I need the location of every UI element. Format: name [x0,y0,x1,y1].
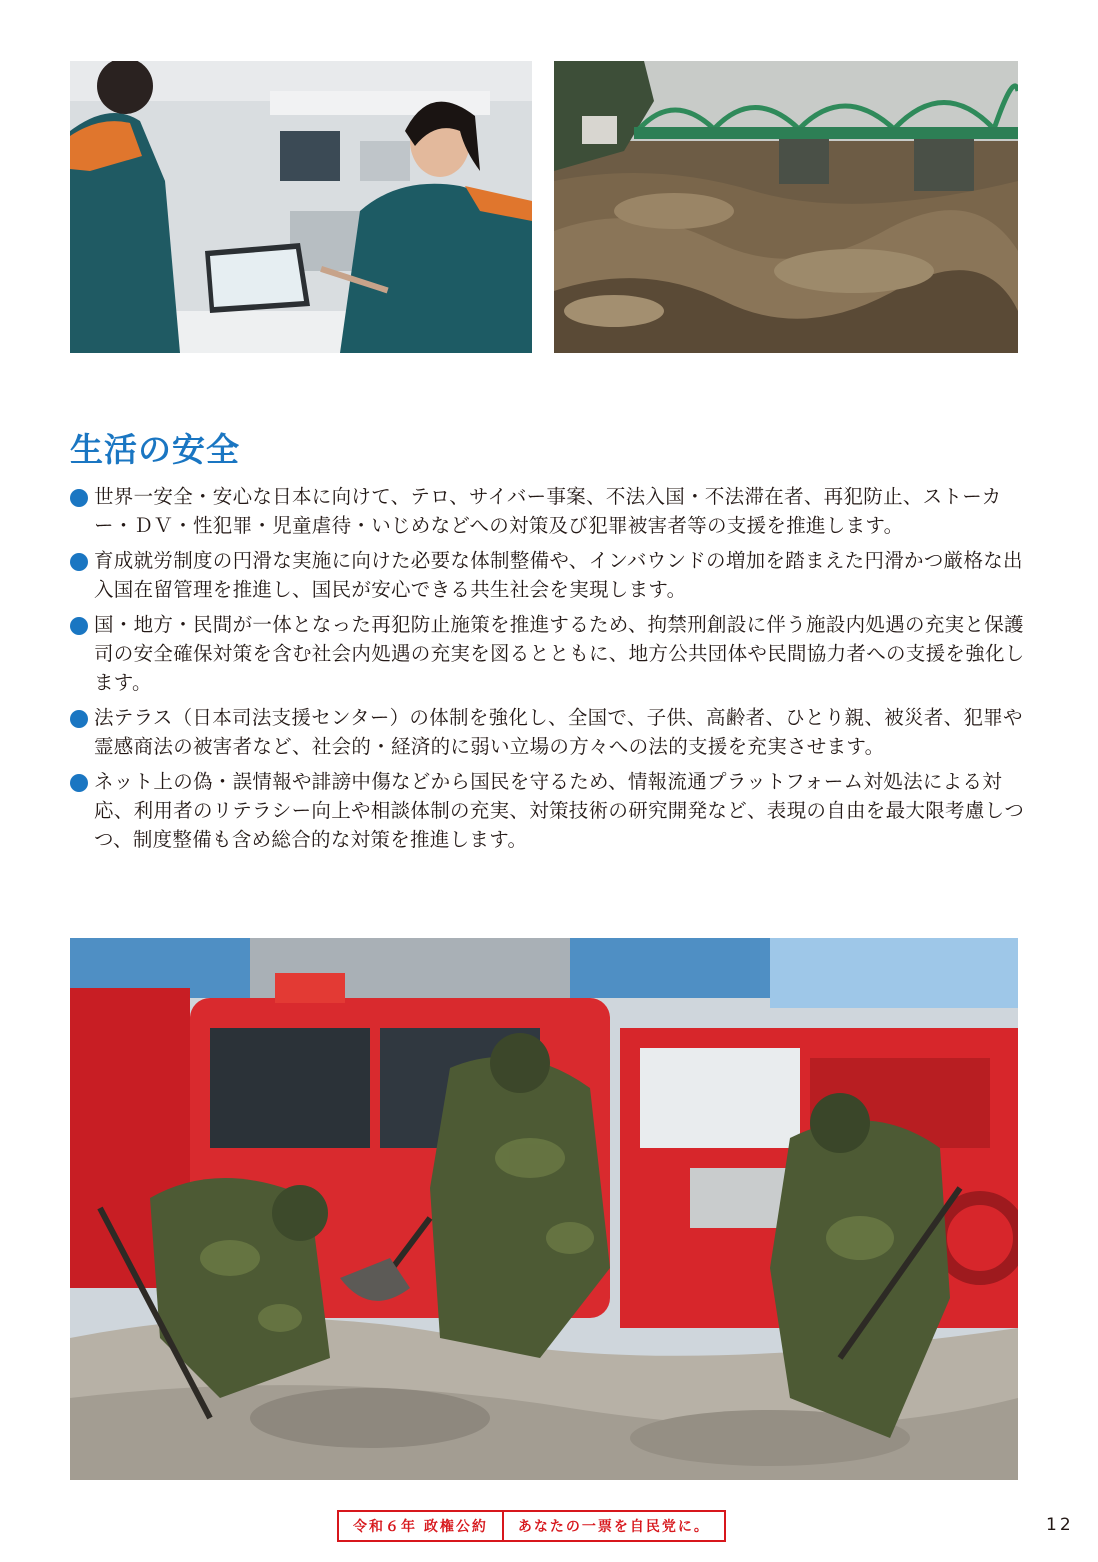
list-item [70,610,1030,697]
bullet-list [70,482,1030,860]
page-number: 12 [1046,1515,1074,1535]
footer-badge [337,1510,726,1542]
bullet-dot-icon [70,553,88,571]
photo-officers-with-tablet [70,61,532,353]
bullet-dot-icon [70,710,88,728]
list-item [70,546,1030,604]
bullet-dot-icon [70,774,88,792]
list-item-text: 国・地方・民間が一体となった再犯防止施策を推進するため、拘禁刑創設に伴う施設内処遇の充実と保護司の安全確保対策を含む社会内処遇の充実を図るとともに、地方公共団体や民間協力者への支援を強化します。 [94,613,1025,694]
list-item-text: 育成就労制度の円滑な実施に向けた必要な体制整備や、インバウンドの増加を踏まえた円滑かつ厳格な出入国在留管理を推進し、国民が安心できる共生社会を実現します。 [94,549,1023,601]
list-item [70,767,1030,854]
list-item [70,703,1030,761]
section-title: 生活の安全 [70,430,240,469]
list-item-text: 世界一安全・安心な日本に向けて、テロ、サイバー事案、不法入国・不法滞在者、再犯防止、ストーカー・ＤＶ・性犯罪・児童虐待・いじめなどへの対策及び犯罪被害者等の支援を推進します。 [94,485,1002,537]
list-item [70,482,1030,540]
bullet-dot-icon [70,617,88,635]
list-item-text: ネット上の偽・誤情報や誹謗中傷などから国民を守るため、情報流通プラットフォーム対処法による対応、利用者のリテラシー向上や相談体制の充実、対策技術の研究開発など、表現の自由を最大限考慮しつつ、制度整備も含め総合的な対策を推進します。 [94,770,1025,851]
list-item-text: 法テラス（日本司法支援センター）の体制を強化し、全国で、子供、高齢者、ひとり親、被災者、犯罪や霊感商法の被害者など、社会的・経済的に弱い立場の方々への法的支援を充実させます。 [94,706,1023,758]
photo-flooded-river-bridge [554,61,1018,353]
bullet-dot-icon [70,489,88,507]
footer-badge-left: 令和６年 政権公約 [353,1519,488,1535]
footer-badge-right: あなたの一票を自民党に。 [502,1512,724,1540]
photo-soldiers-digging-fire-trucks [70,938,1018,1480]
